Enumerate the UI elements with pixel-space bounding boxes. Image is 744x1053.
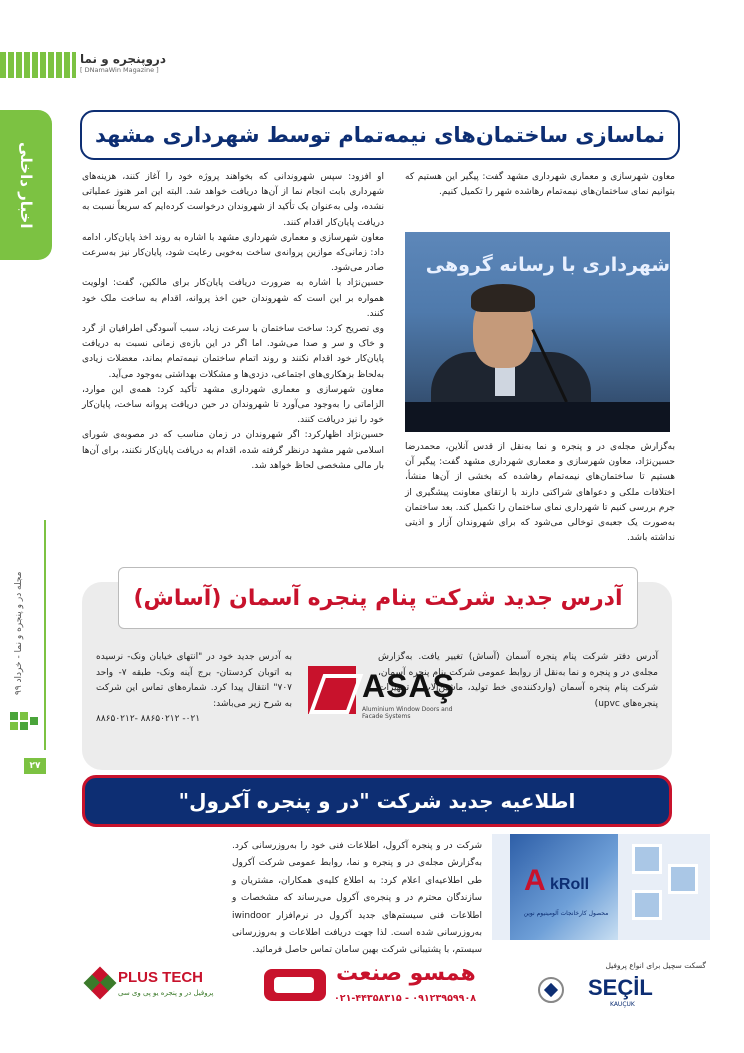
plustech-ad bbox=[82, 957, 242, 1015]
header-stripes bbox=[0, 52, 76, 78]
hamsou-ad bbox=[264, 957, 494, 1015]
secil-logo-icon bbox=[538, 977, 564, 1003]
hamsou-name: همسو صنعت bbox=[336, 961, 476, 986]
left-paragraph: معاون شهرسازی و معماری شهرداری مشهد با اشاره به روند اخذ پایان‌کار، ادامه داد: زمانی‌که موازین پروانه‌ی ساخت به‌خوبی رعایت شود، پایان‌کار نیز به‌سرعت صادر می‌شود. bbox=[82, 232, 384, 274]
article-title-box bbox=[80, 110, 680, 160]
left-paragraph: حسین‌نژاد اظهارکرد: اگر شهروندان در زمان مناسب که در مصوبه‌ی شورای اسلامی شهر مشهد درنظر گرفته شده، اقدام به دریافت پایان‌کار نکنند، برای آن‌ها بار مالی مشخصی لحاظ خواهد شد. bbox=[82, 430, 384, 471]
right-paragraph: به‌گزارش مجله‌ی در و پنجره و نما به‌نقل از قدس آنلاین، محمدرضا حسین‌نژاد، معاون شهرسازی و معماری شهرداری مشهد گفت: پیگیر آن هستیم تا ساختمان‌های نیمه‌تمام رهاشده که بخشی از آن‌ها منشأ، اختلافات ملکی و دعواهای شراکتی دارند با ارتقای معاونت پیشگیری از جرم بررسی کنیم تا شهرداری نمای ساختمان را تکمیل کند. بعد ساختمان به‌صورت یک جعبه‌ی توخالی می‌شود که برای شهروندان آزار و اذیتی نداشته باشد. bbox=[405, 442, 675, 544]
section-label: اخبار داخلی bbox=[17, 141, 35, 229]
secil-name: SEÇİL bbox=[588, 975, 653, 1000]
magazine-logo-subtitle: [ DNamaWin Magazine ] bbox=[80, 66, 159, 74]
article-lead bbox=[405, 170, 675, 200]
side-rule bbox=[44, 520, 46, 750]
article-title: نماسازی ساختمان‌های نیمه‌تمام توسط شهرداری مشهد bbox=[94, 123, 666, 147]
asas-title-box bbox=[118, 567, 638, 629]
asas-left-text bbox=[96, 650, 292, 728]
section-tab bbox=[0, 110, 52, 260]
page-number: ۲۷ bbox=[24, 758, 46, 774]
asas-logo bbox=[296, 662, 454, 728]
asas-logo-sub: Aluminium Window Doors and Facade Systems bbox=[362, 706, 453, 720]
hamsou-phone: ۰۲۱-۴۴۳۵۸۳۱۵ - ۰۹۱۲۳۹۵۹۹۰۸ bbox=[334, 993, 477, 1004]
asas-address: به آدرس جدید خود در "انتهای خیابان ونک- نرسیده به اتوبان کردستان- برج آینه ونک- طبقه ۷- واحد ۷۰۷" انتقال پیدا کرد. شماره‌های تماس این شرکت به شرح زیر می‌باشد: bbox=[96, 652, 293, 709]
secil-ad bbox=[530, 957, 714, 1015]
footer-ads bbox=[82, 957, 714, 1015]
window-icon bbox=[668, 864, 698, 894]
window-icon bbox=[632, 844, 662, 874]
article-right-column bbox=[405, 440, 675, 546]
left-paragraph: وی تصریح کرد: ساخت ساختمان با سرعت زیاد، سبب آسودگی اطرافیان از گرد و خاک و سر و صدا می‌شود. اما اگر در این بازه‌ی زمانی نسبت به دریافت پایان‌کار خود اقدام نکنند و روند اتمام ساختمان نیمه‌تمام بماند، معضلات زیادی به‌لحاظ بزهکاری‌های اجتماعی، دزدی‌ها و مشکلات بهداشتی به‌وجود می‌آید. bbox=[82, 324, 384, 380]
asas-title: آدرس جدید شرکت پنام پنجره آسمان (آساش) bbox=[133, 585, 623, 611]
article-photo bbox=[405, 232, 670, 432]
akroll-title: اطلاعیه جدید شرکت "در و پنجره آکرول" bbox=[178, 789, 576, 813]
photo-person-hair bbox=[471, 284, 535, 312]
magazine-logo-title: دروپنجره و نما bbox=[80, 52, 166, 66]
lead-paragraph: معاون شهرسازی و معماری شهرداری مشهد گفت: پیگیر این هستیم که بتوانیم نمای ساختمان‌های نیمه‌تمام رهاشده شهر را تکمیل کنیم. bbox=[405, 172, 675, 198]
akroll-title-box bbox=[82, 775, 672, 827]
plustech-logo-icon bbox=[86, 969, 114, 997]
magazine-logo bbox=[80, 52, 180, 80]
akroll-logo-a: A bbox=[524, 864, 546, 897]
secil-sub: KAUÇUK bbox=[610, 1001, 635, 1008]
akroll-text: شرکت در و پنجره آکرول، اطلاعات فنی خود را به‌روزرسانی کرد. به‌گزارش مجله‌ی در و پنجره و نما، روابط عمومی شرکت آکرول طی اطلاعیه‌ای اعلام کرد: به اطلاع کلیه‌ی همکاران، مشتریان و سازندگان محترم در و پنجره‌ی آکرول می‌رساند که مشخصات و اطلاعات فنی سیستم‌های جدید آکرول در نرم‌افزار iwindoor به‌روزرسانی شده است. لذا جهت دریافت اطلاعات و به‌روزرسانی سیستم، با پشتیبانی شرکت بهین سامان تماس حاصل فرمائید. bbox=[232, 841, 482, 956]
akroll-logo-word: kRoll bbox=[550, 876, 590, 893]
photo-banner: شهرداری با رسانه گروهی bbox=[425, 254, 670, 276]
asas-right-text: آدرس دفتر شرکت پنام پنجره آسمان (آساش) تغییر یافت. به‌گزارش مجله‌ی در و پنجره و نما به‌نقل از روابط عمومی شرکت پنام پنجره آسمان، شرکت پنام پنجره آسمان (واردکننده‌ی خط تولید، ماشین‌آلات و تجهیزات پنجره‌های upvc) bbox=[378, 652, 658, 709]
akroll-ad-image bbox=[492, 834, 710, 940]
photo-desk bbox=[405, 402, 670, 432]
asas-logo-icon bbox=[308, 666, 356, 714]
asas-logo-word: ASAŞ bbox=[362, 668, 455, 704]
plustech-tagline: پروفیل در و پنجره یو پی وی سی bbox=[118, 989, 214, 997]
hamsou-logo-icon bbox=[264, 969, 326, 1001]
left-paragraph: حسین‌نژاد با اشاره به ضرورت دریافت پایان‌کار برای مالکین، گفت: اولویت همواره بر این است که شهروندان حین اخذ پروانه، اقدام به ساخت ملک خود کنند. bbox=[82, 278, 384, 319]
article-left-column bbox=[82, 170, 384, 474]
akroll-logo-panel bbox=[510, 834, 618, 940]
asas-phones: ۰۲۱- ۸۸۶۵۰۲۱۲ -۸۸۶۵۰۲۱۲ bbox=[96, 714, 201, 725]
magazine-caption: مجله در و پنجره و نما - خرداد ۹۹ bbox=[14, 571, 24, 695]
secil-tagline: گسکت سچیل برای انواع پروفیل bbox=[605, 961, 706, 970]
plustech-name: PLUS TECH bbox=[118, 969, 204, 986]
side-squares-icon bbox=[10, 712, 44, 734]
left-paragraph: معاون شهرسازی و معماری شهرداری مشهد تأکید کرد: همه‌ی این موارد، الزاماتی را به‌وجود می‌آورد تا شهروندان در حین دریافت پروانه ساخت، پایان‌کار خود را نیز دریافت کنند. bbox=[82, 384, 384, 426]
window-icon bbox=[632, 890, 662, 920]
left-paragraph: او افزود: سپس شهروندانی که بخواهند پروژه خود را آغاز کنند، هزینه‌های شهرداری بابت انجام نما از آن‌ها دریافت خواهد شد. البته این امر هنوز عملیاتی نشده، ولی به‌عنوان یک تأکید از شهروندان درخواست کرده‌ایم که سریعاً نسبت به دریافت پایان‌کار اقدام کنند. bbox=[82, 172, 384, 228]
akroll-logo-caption: محصول کارخانجات آلومینیوم نوین bbox=[523, 910, 609, 917]
